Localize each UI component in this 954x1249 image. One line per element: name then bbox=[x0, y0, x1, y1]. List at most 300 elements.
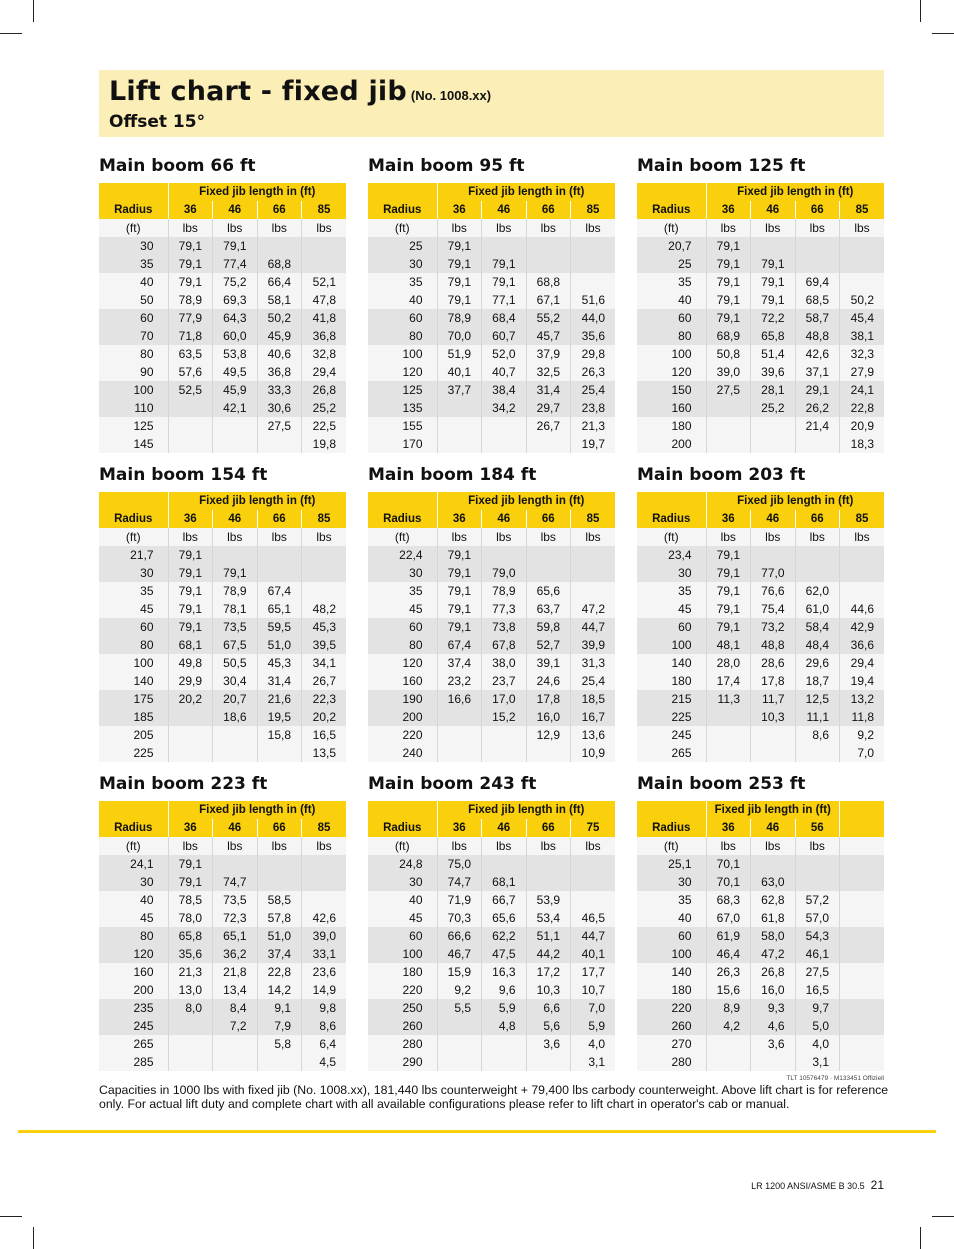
radius-cell: 60 bbox=[99, 309, 168, 327]
capacity-cell: 79,1 bbox=[168, 546, 213, 564]
capacity-cell: 22,8 bbox=[257, 963, 302, 981]
capacity-cell: 20,9 bbox=[840, 417, 885, 435]
radius-cell: 100 bbox=[99, 654, 168, 672]
table-row bbox=[99, 273, 346, 291]
jib-length-header: 46 bbox=[482, 819, 527, 837]
capacity-cell: 66,4 bbox=[257, 273, 302, 291]
radius-cell: 35 bbox=[368, 582, 437, 600]
capacity-cell: 9,8 bbox=[302, 999, 347, 1017]
lift-table bbox=[99, 492, 346, 762]
capacity-cell: 45,3 bbox=[257, 654, 302, 672]
radius-header: Radius bbox=[368, 819, 437, 837]
capacity-cell: 26,3 bbox=[571, 363, 616, 381]
boom-title: Main boom 154 ft bbox=[99, 465, 268, 485]
capacity-unit: lbs bbox=[482, 528, 527, 546]
capacity-cell: 59,8 bbox=[526, 618, 571, 636]
table-row bbox=[368, 618, 615, 636]
capacity-cell bbox=[257, 564, 302, 582]
empty-cell bbox=[840, 927, 885, 945]
jib-length-header: 85 bbox=[571, 201, 616, 219]
radius-cell: 120 bbox=[637, 363, 706, 381]
capacity-cell: 79,1 bbox=[168, 600, 213, 618]
capacity-cell: 45,9 bbox=[257, 327, 302, 345]
capacity-cell: 3,6 bbox=[526, 1035, 571, 1053]
capacity-cell bbox=[751, 237, 796, 255]
capacity-cell: 5,6 bbox=[526, 1017, 571, 1035]
page-title-text: Lift chart - fixed jib bbox=[109, 76, 407, 107]
capacity-cell: 79,1 bbox=[706, 546, 751, 564]
capacity-cell bbox=[526, 873, 571, 891]
table-row bbox=[99, 582, 346, 600]
table-row bbox=[368, 582, 615, 600]
capacity-cell bbox=[437, 726, 482, 744]
radius-cell: 120 bbox=[99, 945, 168, 963]
table-row bbox=[99, 891, 346, 909]
table-row bbox=[637, 708, 884, 726]
capacity-unit: lbs bbox=[302, 837, 347, 855]
capacity-cell: 4,0 bbox=[795, 1035, 840, 1053]
table-row bbox=[99, 327, 346, 345]
capacity-cell: 40,1 bbox=[571, 945, 616, 963]
capacity-cell: 72,3 bbox=[213, 909, 258, 927]
table-row bbox=[368, 963, 615, 981]
capacity-unit: lbs bbox=[302, 219, 347, 237]
capacity-cell: 4,5 bbox=[302, 1053, 347, 1071]
table-row bbox=[637, 291, 884, 309]
capacity-cell: 67,5 bbox=[213, 636, 258, 654]
capacity-cell: 9,6 bbox=[482, 981, 527, 999]
capacity-cell bbox=[482, 546, 527, 564]
header-blank-cell bbox=[99, 492, 168, 510]
boom-chart-block bbox=[99, 155, 346, 453]
jib-length-header: 36 bbox=[437, 201, 482, 219]
capacity-cell: 8,6 bbox=[302, 1017, 347, 1035]
capacity-cell: 18,3 bbox=[840, 435, 885, 453]
capacity-cell: 27,9 bbox=[840, 363, 885, 381]
table-row bbox=[637, 255, 884, 273]
table-row bbox=[637, 963, 884, 981]
capacity-cell bbox=[257, 1053, 302, 1071]
radius-cell: 60 bbox=[637, 927, 706, 945]
table-row bbox=[368, 981, 615, 999]
boom-title: Main boom 243 ft bbox=[368, 774, 537, 794]
boom-chart-block bbox=[637, 155, 884, 453]
capacity-cell bbox=[840, 546, 885, 564]
table-row bbox=[637, 981, 884, 999]
capacity-cell: 4,0 bbox=[571, 1035, 616, 1053]
capacity-cell: 24,1 bbox=[840, 381, 885, 399]
lift-table bbox=[99, 801, 346, 1071]
table-row bbox=[368, 855, 615, 873]
header-blank-cell bbox=[637, 183, 706, 201]
jib-length-header: 36 bbox=[706, 510, 751, 528]
capacity-cell: 36,6 bbox=[840, 636, 885, 654]
capacity-cell bbox=[526, 1053, 571, 1071]
capacity-cell bbox=[795, 744, 840, 762]
capacity-cell: 58,0 bbox=[751, 927, 796, 945]
radius-unit: (ft) bbox=[368, 528, 437, 546]
capacity-cell: 79,1 bbox=[751, 255, 796, 273]
table-row bbox=[99, 927, 346, 945]
jib-length-header: 36 bbox=[706, 819, 751, 837]
capacity-cell bbox=[437, 1053, 482, 1071]
capacity-cell: 25,4 bbox=[571, 672, 616, 690]
table-row bbox=[637, 546, 884, 564]
capacity-cell: 16,3 bbox=[482, 963, 527, 981]
capacity-cell: 40,6 bbox=[257, 345, 302, 363]
jib-length-header: 75 bbox=[571, 819, 616, 837]
table-row bbox=[368, 237, 615, 255]
capacity-unit: lbs bbox=[571, 219, 616, 237]
capacity-cell: 9,3 bbox=[751, 999, 796, 1017]
boom-chart-block bbox=[637, 464, 884, 762]
capacity-cell bbox=[706, 726, 751, 744]
table-row bbox=[637, 327, 884, 345]
jib-length-label: Fixed jib length in (ft) bbox=[168, 492, 346, 510]
capacity-cell: 20,7 bbox=[213, 690, 258, 708]
capacity-cell bbox=[168, 1035, 213, 1053]
boom-chart-block bbox=[368, 155, 615, 453]
capacity-cell bbox=[840, 255, 885, 273]
jib-length-header: 36 bbox=[168, 510, 213, 528]
capacity-cell: 79,1 bbox=[706, 600, 751, 618]
column-header-row bbox=[99, 819, 346, 837]
capacity-cell: 77,1 bbox=[482, 291, 527, 309]
header-blank-cell bbox=[99, 183, 168, 201]
table-row bbox=[368, 708, 615, 726]
capacity-cell: 16,7 bbox=[571, 708, 616, 726]
capacity-cell: 48,4 bbox=[795, 636, 840, 654]
capacity-cell: 32,5 bbox=[526, 363, 571, 381]
capacity-cell bbox=[213, 855, 258, 873]
capacity-cell: 72,2 bbox=[751, 309, 796, 327]
capacity-cell bbox=[213, 1035, 258, 1053]
empty-cell bbox=[840, 1053, 885, 1071]
capacity-cell: 5,0 bbox=[795, 1017, 840, 1035]
radius-cell: 200 bbox=[637, 435, 706, 453]
crop-mark bbox=[932, 33, 954, 34]
capacity-cell: 7,0 bbox=[840, 744, 885, 762]
radius-header: Radius bbox=[368, 510, 437, 528]
capacity-cell: 17,8 bbox=[526, 690, 571, 708]
boom-chart-block bbox=[637, 773, 884, 1071]
radius-cell: 30 bbox=[368, 564, 437, 582]
capacity-cell bbox=[706, 744, 751, 762]
capacity-cell: 46,1 bbox=[795, 945, 840, 963]
radius-cell: 245 bbox=[99, 1017, 168, 1035]
capacity-cell: 51,4 bbox=[751, 345, 796, 363]
capacity-cell: 52,0 bbox=[482, 345, 527, 363]
table-row bbox=[637, 237, 884, 255]
capacity-cell: 8,6 bbox=[795, 726, 840, 744]
capacity-cell: 27,5 bbox=[706, 381, 751, 399]
capacity-cell: 68,3 bbox=[706, 891, 751, 909]
capacity-cell bbox=[213, 1053, 258, 1071]
capacity-cell: 73,5 bbox=[213, 891, 258, 909]
radius-cell: 90 bbox=[99, 363, 168, 381]
table-row bbox=[368, 909, 615, 927]
column-header-row bbox=[368, 510, 615, 528]
radius-cell: 35 bbox=[637, 273, 706, 291]
capacity-cell: 79,1 bbox=[437, 600, 482, 618]
table-row bbox=[368, 327, 615, 345]
table-row bbox=[637, 399, 884, 417]
capacity-cell bbox=[302, 891, 347, 909]
capacity-cell: 5,9 bbox=[482, 999, 527, 1017]
capacity-cell bbox=[213, 546, 258, 564]
page-title-note: (No. 1008.xx) bbox=[410, 88, 492, 103]
unit-row bbox=[637, 219, 884, 237]
capacity-cell: 55,2 bbox=[526, 309, 571, 327]
capacity-cell bbox=[482, 1053, 527, 1071]
table-row bbox=[637, 600, 884, 618]
capacity-unit: lbs bbox=[302, 528, 347, 546]
capacity-cell: 20,2 bbox=[168, 690, 213, 708]
boom-chart-block bbox=[368, 773, 615, 1071]
radius-cell: 100 bbox=[368, 945, 437, 963]
radius-cell: 180 bbox=[637, 981, 706, 999]
jib-length-label: Fixed jib length in (ft) bbox=[168, 801, 346, 819]
capacity-cell: 79,1 bbox=[168, 564, 213, 582]
radius-header: Radius bbox=[99, 819, 168, 837]
crop-mark bbox=[33, 0, 34, 22]
radius-cell: 60 bbox=[368, 927, 437, 945]
capacity-cell: 12,9 bbox=[526, 726, 571, 744]
capacity-cell bbox=[751, 546, 796, 564]
crop-mark bbox=[932, 1216, 954, 1217]
capacity-cell: 70,1 bbox=[706, 855, 751, 873]
radius-cell: 140 bbox=[637, 963, 706, 981]
header-blank-cell bbox=[368, 492, 437, 510]
capacity-cell bbox=[526, 255, 571, 273]
capacity-cell: 20,2 bbox=[302, 708, 347, 726]
capacity-cell: 11,8 bbox=[840, 708, 885, 726]
capacity-cell: 42,1 bbox=[213, 399, 258, 417]
capacity-cell: 64,3 bbox=[213, 309, 258, 327]
capacity-cell: 49,5 bbox=[213, 363, 258, 381]
unit-row bbox=[368, 837, 615, 855]
capacity-unit: lbs bbox=[168, 528, 213, 546]
column-header-row bbox=[99, 510, 346, 528]
radius-cell: 235 bbox=[99, 999, 168, 1017]
capacity-cell: 16,6 bbox=[437, 690, 482, 708]
lift-table bbox=[637, 492, 884, 762]
table-row bbox=[368, 600, 615, 618]
capacity-cell bbox=[840, 582, 885, 600]
radius-cell: 120 bbox=[368, 654, 437, 672]
capacity-cell: 79,0 bbox=[482, 564, 527, 582]
capacity-cell: 24,6 bbox=[526, 672, 571, 690]
capacity-cell: 79,1 bbox=[482, 273, 527, 291]
capacity-cell: 51,0 bbox=[257, 636, 302, 654]
boom-chart-block bbox=[99, 773, 346, 1071]
capacity-cell bbox=[571, 582, 616, 600]
capacity-cell: 29,7 bbox=[526, 399, 571, 417]
jib-length-header: 46 bbox=[482, 201, 527, 219]
capacity-cell: 77,3 bbox=[482, 600, 527, 618]
table-row bbox=[99, 690, 346, 708]
capacity-cell bbox=[302, 873, 347, 891]
radius-cell: 100 bbox=[637, 636, 706, 654]
capacity-cell: 67,1 bbox=[526, 291, 571, 309]
radius-cell: 60 bbox=[637, 309, 706, 327]
table-row bbox=[368, 417, 615, 435]
table-row bbox=[368, 564, 615, 582]
jib-length-row bbox=[99, 492, 346, 510]
lift-table bbox=[368, 801, 615, 1071]
capacity-unit: lbs bbox=[706, 837, 751, 855]
capacity-cell: 14,2 bbox=[257, 981, 302, 999]
radius-unit: (ft) bbox=[99, 219, 168, 237]
capacity-cell: 17,7 bbox=[571, 963, 616, 981]
capacity-cell: 19,7 bbox=[571, 435, 616, 453]
capacity-cell: 51,6 bbox=[571, 291, 616, 309]
capacity-cell: 61,8 bbox=[751, 909, 796, 927]
radius-cell: 30 bbox=[637, 873, 706, 891]
radius-cell: 160 bbox=[99, 963, 168, 981]
capacity-cell: 4,2 bbox=[706, 1017, 751, 1035]
capacity-cell: 44,6 bbox=[840, 600, 885, 618]
capacity-cell bbox=[168, 726, 213, 744]
radius-cell: 20,7 bbox=[637, 237, 706, 255]
capacity-cell: 47,5 bbox=[482, 945, 527, 963]
capacity-cell: 79,1 bbox=[213, 564, 258, 582]
table-row bbox=[637, 618, 884, 636]
jib-length-row bbox=[637, 801, 884, 819]
capacity-cell bbox=[482, 744, 527, 762]
jib-length-header: 85 bbox=[302, 819, 347, 837]
radius-cell: 145 bbox=[99, 435, 168, 453]
lift-table bbox=[368, 183, 615, 453]
capacity-cell bbox=[526, 546, 571, 564]
radius-unit: (ft) bbox=[368, 219, 437, 237]
radius-cell: 260 bbox=[368, 1017, 437, 1035]
jib-length-header: 46 bbox=[213, 201, 258, 219]
footer-doc-title: LR 1200 ANSI/ASME B 30.5 bbox=[751, 1181, 865, 1191]
radius-cell: 185 bbox=[99, 708, 168, 726]
table-row bbox=[637, 873, 884, 891]
capacity-cell: 22,8 bbox=[840, 399, 885, 417]
table-row bbox=[637, 1053, 884, 1071]
radius-cell: 30 bbox=[637, 564, 706, 582]
capacity-cell: 57,0 bbox=[795, 909, 840, 927]
radius-cell: 40 bbox=[99, 891, 168, 909]
capacity-cell: 58,5 bbox=[257, 891, 302, 909]
column-header-row bbox=[99, 201, 346, 219]
capacity-cell: 38,1 bbox=[840, 327, 885, 345]
capacity-cell: 65,8 bbox=[751, 327, 796, 345]
radius-cell: 30 bbox=[99, 237, 168, 255]
capacity-cell: 79,1 bbox=[437, 582, 482, 600]
capacity-cell bbox=[437, 1017, 482, 1035]
table-row bbox=[99, 1053, 346, 1071]
capacity-cell: 79,1 bbox=[168, 255, 213, 273]
capacity-cell bbox=[168, 708, 213, 726]
empty-cell bbox=[840, 1035, 885, 1053]
table-row bbox=[99, 363, 346, 381]
capacity-cell bbox=[526, 237, 571, 255]
capacity-cell: 16,5 bbox=[302, 726, 347, 744]
capacity-cell: 29,4 bbox=[840, 654, 885, 672]
capacity-unit: lbs bbox=[751, 219, 796, 237]
capacity-cell: 79,1 bbox=[213, 237, 258, 255]
capacity-cell: 6,6 bbox=[526, 999, 571, 1017]
empty-cell bbox=[840, 981, 885, 999]
capacity-cell: 50,5 bbox=[213, 654, 258, 672]
unit-row bbox=[368, 528, 615, 546]
table-row bbox=[99, 672, 346, 690]
table-row bbox=[637, 945, 884, 963]
capacity-cell bbox=[526, 435, 571, 453]
capacity-cell bbox=[302, 564, 347, 582]
table-row bbox=[368, 1017, 615, 1035]
capacity-cell: 8,0 bbox=[168, 999, 213, 1017]
radius-cell: 35 bbox=[99, 255, 168, 273]
capacity-cell: 29,1 bbox=[795, 381, 840, 399]
radius-cell: 135 bbox=[368, 399, 437, 417]
capacity-unit: lbs bbox=[751, 528, 796, 546]
radius-cell: 40 bbox=[637, 909, 706, 927]
capacity-cell: 37,4 bbox=[437, 654, 482, 672]
capacity-cell: 67,4 bbox=[257, 582, 302, 600]
radius-cell: 70 bbox=[99, 327, 168, 345]
table-row bbox=[368, 999, 615, 1017]
jib-length-header: 66 bbox=[526, 819, 571, 837]
jib-length-header: 66 bbox=[526, 510, 571, 528]
lift-table bbox=[637, 801, 884, 1071]
radius-cell: 220 bbox=[368, 981, 437, 999]
capacity-cell bbox=[257, 744, 302, 762]
capacity-cell: 79,1 bbox=[482, 255, 527, 273]
capacity-cell: 18,7 bbox=[795, 672, 840, 690]
radius-cell: 120 bbox=[368, 363, 437, 381]
jib-length-header: 46 bbox=[751, 819, 796, 837]
capacity-cell bbox=[302, 255, 347, 273]
capacity-cell: 21,3 bbox=[168, 963, 213, 981]
radius-cell: 160 bbox=[637, 399, 706, 417]
capacity-cell: 36,2 bbox=[213, 945, 258, 963]
capacity-cell bbox=[795, 564, 840, 582]
jib-length-header: 56 bbox=[795, 819, 840, 837]
capacity-unit: lbs bbox=[840, 219, 885, 237]
capacity-cell: 25,2 bbox=[302, 399, 347, 417]
table-row bbox=[368, 873, 615, 891]
capacity-cell: 79,1 bbox=[437, 237, 482, 255]
radius-cell: 45 bbox=[99, 600, 168, 618]
capacity-cell bbox=[571, 546, 616, 564]
radius-cell: 80 bbox=[368, 636, 437, 654]
boom-title: Main boom 203 ft bbox=[637, 465, 806, 485]
table-row bbox=[99, 600, 346, 618]
radius-cell: 40 bbox=[368, 891, 437, 909]
capacity-cell: 13,5 bbox=[302, 744, 347, 762]
jib-length-header: 46 bbox=[751, 510, 796, 528]
jib-length-row bbox=[637, 183, 884, 201]
table-row bbox=[99, 708, 346, 726]
capacity-cell: 68,1 bbox=[168, 636, 213, 654]
capacity-cell: 71,8 bbox=[168, 327, 213, 345]
jib-length-header: 66 bbox=[257, 819, 302, 837]
radius-cell: 110 bbox=[99, 399, 168, 417]
capacity-cell: 30,6 bbox=[257, 399, 302, 417]
capacity-cell bbox=[706, 399, 751, 417]
table-row bbox=[637, 363, 884, 381]
radius-cell: 35 bbox=[637, 891, 706, 909]
capacity-cell: 15,2 bbox=[482, 708, 527, 726]
capacity-unit: lbs bbox=[526, 219, 571, 237]
capacity-cell: 79,1 bbox=[706, 564, 751, 582]
table-row bbox=[637, 855, 884, 873]
